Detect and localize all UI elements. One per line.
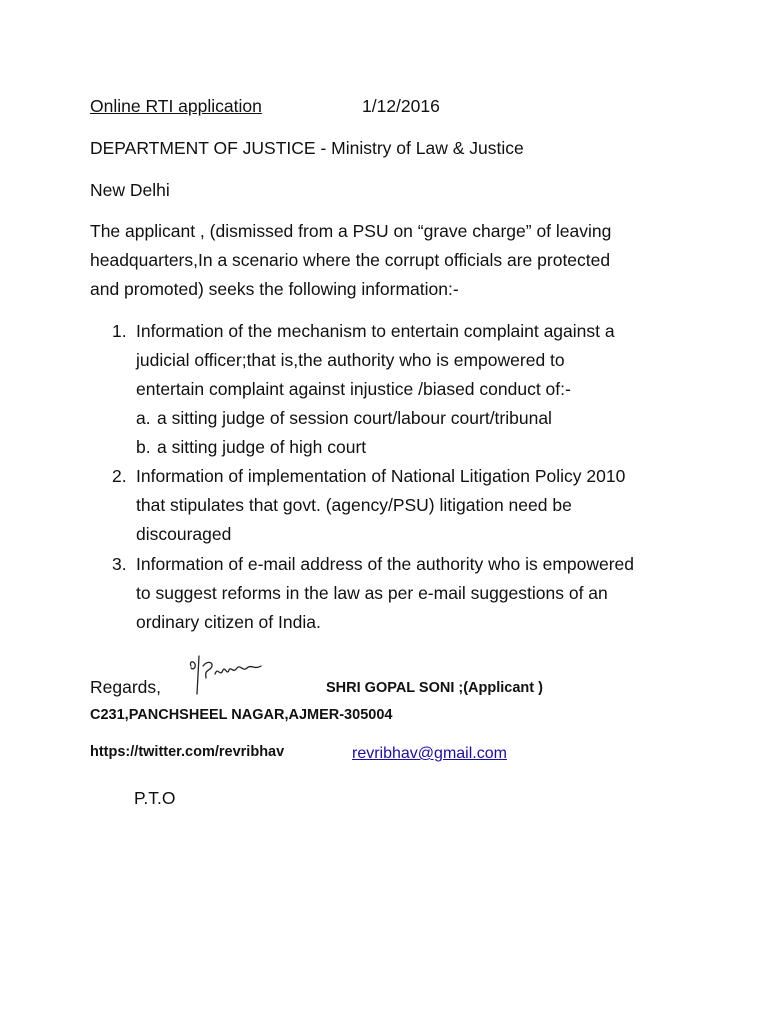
sublist-item-label: a. [136, 408, 151, 428]
intro-line: headquarters,In a scenario where the corrupt officials are protected [90, 250, 611, 270]
list-item-line: Information of the mechanism to entertain complaint against a [136, 321, 615, 341]
list-item-line: discouraged [136, 524, 232, 544]
document-title: Online RTI application [90, 96, 262, 116]
document-date: 1/12/2016 [362, 96, 440, 116]
sublist-item-text: a sitting judge of session court/labour court/tribunal [157, 408, 552, 428]
city-line: New Delhi [90, 180, 170, 200]
list-item-line: that stipulates that govt. (agency/PSU) litigation need be [136, 495, 572, 515]
list-item-line: Information of e-mail address of the authority who is empowered [136, 554, 635, 574]
list-item-line: entertain complaint against injustice /biased conduct of:- [136, 379, 571, 399]
list-item-line: judicial officer;that is,the authority who is empowered to [136, 350, 565, 370]
list-item-line: to suggest reforms in the law as per e-mail suggestions of an [136, 583, 608, 603]
list-item-number: 3. [112, 554, 127, 574]
email-link[interactable]: revribhav@gmail.com [352, 745, 507, 762]
pto-text: P.T.O [134, 788, 176, 808]
list-item-line: Information of implementation of National Litigation Policy 2010 [136, 466, 626, 486]
department-line: DEPARTMENT OF JUSTICE - Ministry of Law & Justice [90, 138, 524, 158]
regards-text: Regards, [90, 677, 162, 697]
intro-line: and promoted) seeks the following information:- [90, 279, 459, 299]
applicant-address: C231,PANCHSHEEL NAGAR,AJMER-305004 [90, 707, 393, 723]
list-item-line: ordinary citizen of India. [136, 612, 321, 632]
handwritten-signature [185, 652, 265, 698]
applicant-name: SHRI GOPAL SONI ;(Applicant ) [326, 680, 543, 696]
sublist-item-text: a sitting judge of high court [157, 437, 367, 457]
sublist-item-label: b. [136, 437, 151, 457]
list-item-number: 1. [112, 321, 127, 341]
intro-line: The applicant , (dismissed from a PSU on “grave charge” of leaving [90, 221, 612, 241]
twitter-link[interactable]: https://twitter.com/revribhav [90, 744, 285, 760]
list-item-number: 2. [112, 466, 127, 486]
